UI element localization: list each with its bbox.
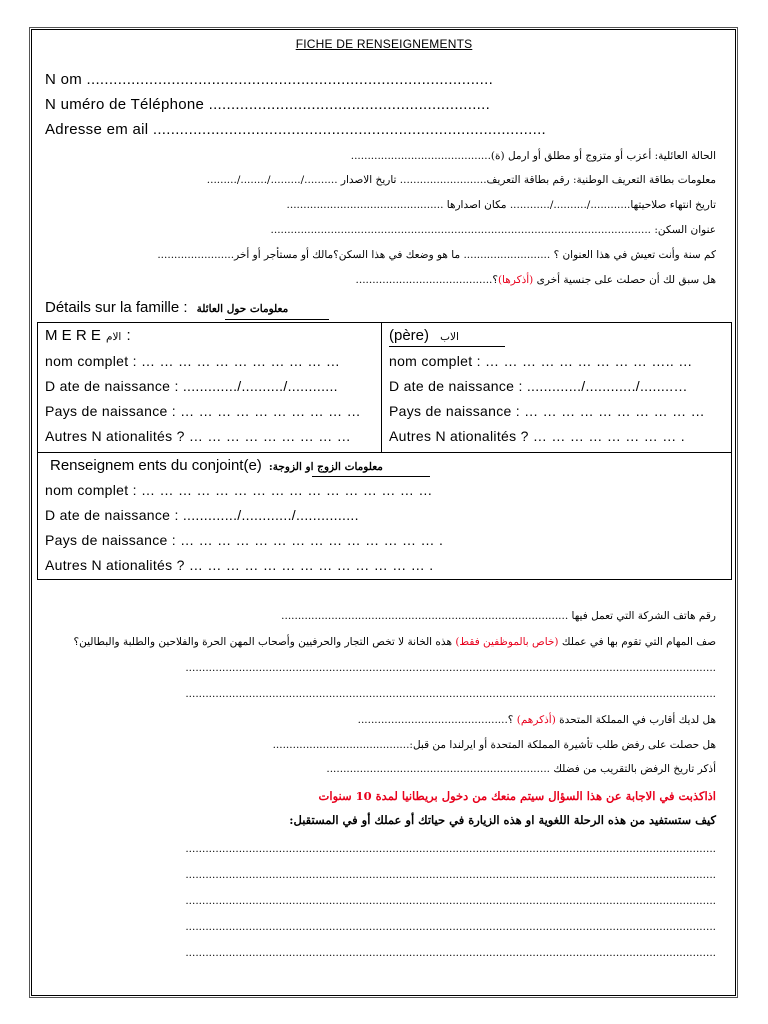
field-refus-visa: هل حصلت على رفض طلب تأشيرة المملكة المتحدة أو ايرلندا من قبل:......................................... xyxy=(272,739,716,751)
mere-header: M E R E الام : xyxy=(45,327,131,344)
field-parents-uk: هل لديك أقارب في المملكة المتحدة (أذكرهم) ؟............................................. xyxy=(357,714,716,726)
field-autre-nationalite: هل سبق لك أن حصلت على جنسية أخرى (أذكرها)؟......................................... xyxy=(355,274,716,286)
conjoint-nom-complet: nom complet : … … … … … … … … … … … … … … … … xyxy=(45,482,433,498)
field-expiration: تاريخ انتهاء صلاحيتها............/........../............ مكان اصدارها ............................................... xyxy=(286,199,716,211)
field-benefice: كيف ستستفيد من هذه الرحلة اللغوية او هذه الزيارة في حياتك أو عملك أو في المستقبل: xyxy=(289,813,716,827)
dots-line: ............................................................................................................................................................... xyxy=(185,843,716,855)
conjoint-date-naissance: D ate de naissance : ............./............/............... xyxy=(45,507,359,523)
dots-line: ............................................................................................................................................................... xyxy=(185,662,716,674)
mere-date-naissance: D ate de naissance : ............./........../............ xyxy=(45,378,338,394)
field-adresse-email: Adresse em ail ........................................................................................ xyxy=(45,121,547,138)
mere-nom-complet: nom complet : … … … … … … … … … … … xyxy=(45,353,341,369)
famille-header: Détails sur la famille : معلومات حول العائلة xyxy=(45,299,289,316)
field-etat-civil: الحالة العائلية: أعزب أو متزوج أو مطلق أو ارمل (ة).......................................... xyxy=(350,150,716,162)
conjoint-pays-naissance: Pays de naissance : … … … … … … … … … … … … … … . xyxy=(45,532,444,548)
pere-header: (père) الاب xyxy=(389,327,459,344)
mere-pays-naissance: Pays de naissance : … … … … … … … … … … xyxy=(45,403,361,419)
field-taches: صف المهام التي تقوم بها في عملك (خاص بالموظفين فقط) هذه الخانة لا تخص التجار والحرفيين وأصحاب المهن الحرة والفلاحين والطلبة والبطالين؟ xyxy=(73,636,716,648)
conjoint-underline xyxy=(312,476,430,477)
dots-line: ............................................................................................................................................................... xyxy=(185,921,716,933)
mere-autres-nationalites: Autres N ationalités ? … … … … … … … … … xyxy=(45,428,352,444)
warning-text: اذاكذبت في الاجابة عن هذا السؤال سيتم منعك من دخول بريطانيا لمدة 10 سنوات xyxy=(318,789,716,803)
pere-underline xyxy=(389,346,505,347)
field-carte-identite: معلومات بطاقة التعريف الوطنية: رقم بطاقة التعريف.......................... تاريخ الاصدار ........../........./......../......... xyxy=(206,174,716,186)
field-tel-societe: رقم هاتف الشركة التي تعمل فيها ...................................................................................... xyxy=(281,610,716,622)
field-telephone: N uméro de Téléphone ............................................................... xyxy=(45,96,491,113)
pere-date-naissance: D ate de naissance : ............./............/........… xyxy=(389,378,688,394)
dots-line: ............................................................................................................................................................... xyxy=(185,869,716,881)
dots-line: ............................................................................................................................................................... xyxy=(185,895,716,907)
dots-line: ............................................................................................................................................................... xyxy=(185,947,716,959)
field-annees-logement: كم سنة وأنت تعيش في هذا العنوان ؟ .......................... ما هو وضعك في هذا السكن؟مالك أو مستأجر أو أخر....................... xyxy=(157,249,716,261)
page-title: FICHE DE RENSEIGNEMENTS xyxy=(295,37,473,51)
pere-nom-complet: nom complet : … … … … … … … … … ….. … xyxy=(389,353,693,369)
pere-pays-naissance: Pays de naissance : … … … … … … … … … … xyxy=(389,403,705,419)
field-nom: N om ........................................................................................... xyxy=(45,71,494,88)
dots-line: ............................................................................................................................................................... xyxy=(185,688,716,700)
conjoint-autres-nationalites: Autres N ationalités ? … … … … … … … … … … … … … . xyxy=(45,557,434,573)
field-adresse-logement: عنوان السكن: .................................................................................................................. xyxy=(270,224,716,236)
famille-underline xyxy=(225,319,329,320)
field-date-refus: أذكر تاريخ الرفض بالتقريب من فضلك ................................................................... xyxy=(326,763,716,775)
pere-autres-nationalites: Autres N ationalités ? … … … … … … … … . xyxy=(389,428,685,444)
conjoint-header: Renseignem ents du conjoint(e) معلومات الزوج او الزوجة: xyxy=(50,457,383,474)
